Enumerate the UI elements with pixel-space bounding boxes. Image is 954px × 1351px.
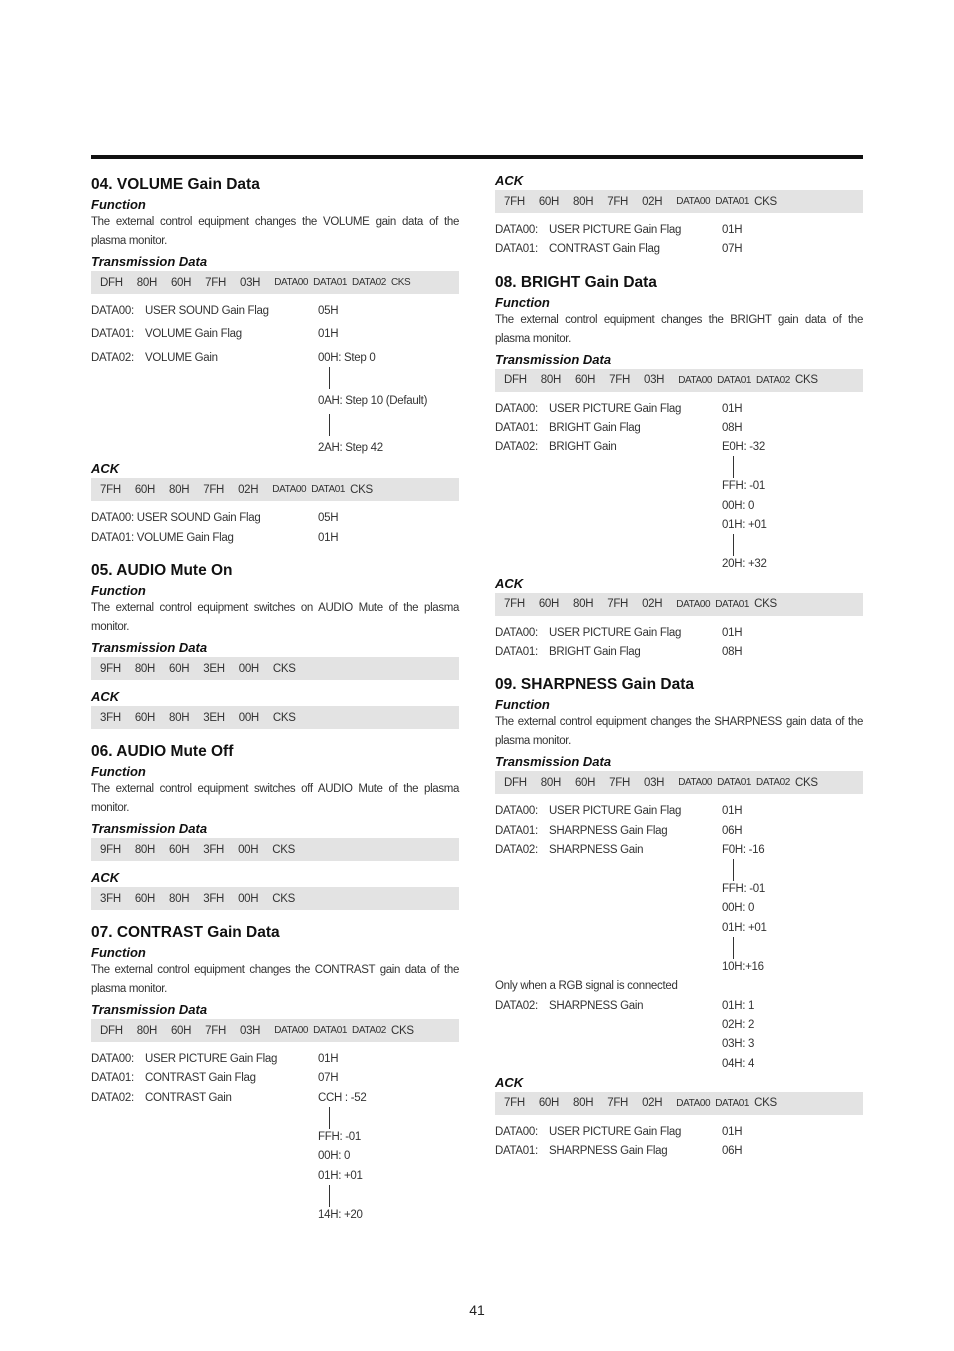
row-key: DATA00: bbox=[91, 305, 134, 317]
section-title: 05. AUDIO Mute On bbox=[91, 562, 233, 580]
byte: CKS bbox=[754, 1097, 777, 1110]
row-value: 06H bbox=[722, 824, 743, 837]
byte: 60H bbox=[574, 776, 596, 789]
byte: DATA01 bbox=[717, 777, 752, 789]
byte: 3FH bbox=[203, 892, 225, 905]
row-name: VOLUME Gain bbox=[145, 351, 218, 364]
data-row bbox=[91, 1069, 459, 1088]
range-value: 14H: +20 bbox=[318, 1208, 363, 1221]
row-name: SHARPNESS Gain Flag bbox=[549, 1145, 668, 1158]
transmission-bar bbox=[495, 771, 863, 794]
data-row bbox=[495, 841, 863, 977]
data-row bbox=[495, 221, 863, 240]
row-name: CONTRAST Gain Flag bbox=[549, 243, 660, 256]
range-line bbox=[733, 937, 734, 959]
row-value: 01H bbox=[722, 626, 743, 639]
data-row bbox=[495, 997, 863, 1074]
byte: 7FH bbox=[504, 1097, 525, 1110]
byte: 80H bbox=[573, 1097, 594, 1110]
row-key: DATA02: bbox=[495, 999, 538, 1012]
data-row bbox=[495, 240, 863, 259]
function-desc: The external control equipment changes the CONTRAST gain data of the plasma monitor. bbox=[91, 964, 459, 996]
row-name: USER PICTURE Gain Flag bbox=[549, 1125, 682, 1138]
row-value: 01H: 1 bbox=[722, 999, 755, 1012]
byte: 60H bbox=[170, 276, 192, 289]
byte: 60H bbox=[538, 195, 560, 208]
right-column bbox=[495, 172, 863, 1175]
row-key: DATA01: bbox=[495, 243, 538, 256]
range-line bbox=[329, 414, 330, 436]
byte: 3EH bbox=[203, 662, 225, 675]
range-line bbox=[329, 1185, 330, 1207]
byte: CKS bbox=[794, 374, 818, 387]
row-key: DATA00: bbox=[495, 626, 538, 639]
section-audio-mute-off bbox=[91, 743, 459, 910]
range-line bbox=[733, 534, 734, 556]
row-name: BRIGHT Gain Flag bbox=[549, 421, 641, 434]
function-label: Function bbox=[495, 294, 550, 310]
range-value: 00H: 0 bbox=[722, 499, 755, 512]
section-title: 04. VOLUME Gain Data bbox=[91, 176, 260, 193]
row-value: E0H: -32 bbox=[722, 441, 765, 454]
byte: 3FH bbox=[203, 843, 225, 856]
byte: CKS bbox=[272, 843, 296, 856]
range-value: 01H: +01 bbox=[722, 519, 767, 532]
byte: DATA00 bbox=[272, 484, 307, 496]
byte: 80H bbox=[573, 195, 594, 208]
data-row bbox=[495, 802, 863, 821]
byte: DATA01 bbox=[313, 277, 348, 288]
transmission-bar bbox=[91, 271, 459, 294]
data-row bbox=[91, 1089, 459, 1225]
row-value: 01H bbox=[722, 402, 743, 415]
byte: CKS bbox=[390, 1024, 414, 1037]
byte: CKS bbox=[794, 776, 818, 789]
byte: 80H bbox=[169, 711, 190, 724]
range-value: FFH: -01 bbox=[318, 1130, 361, 1143]
section-bright-gain bbox=[495, 274, 863, 663]
byte: 60H bbox=[169, 843, 190, 856]
row-value: 00H: Step 0 bbox=[318, 351, 376, 364]
function-desc: The external control equipment switches off AUDIO Mute of the plasma monitor. bbox=[91, 783, 459, 815]
byte: 60H bbox=[170, 1024, 192, 1037]
byte: 00H bbox=[238, 662, 259, 675]
range-line bbox=[329, 367, 330, 389]
function-desc: The external control equipment switches on AUDIO Mute of the plasma monitor. bbox=[91, 602, 459, 634]
row-name: CONTRAST Gain bbox=[145, 1091, 232, 1104]
byte: 7FH bbox=[504, 195, 525, 208]
row-value: 01H bbox=[722, 224, 743, 236]
byte: 80H bbox=[573, 598, 594, 611]
range-value: 00H: 0 bbox=[318, 1150, 351, 1163]
byte: CKS bbox=[754, 598, 777, 611]
row-key: DATA01: bbox=[495, 421, 538, 434]
range-value: 01H: +01 bbox=[722, 921, 767, 934]
byte: 7FH bbox=[504, 598, 525, 611]
left-column bbox=[91, 172, 459, 1239]
byte: 7FH bbox=[607, 1097, 629, 1110]
byte: DFH bbox=[100, 1024, 123, 1037]
byte: 03H bbox=[643, 374, 665, 387]
transmission-label: Transmission Data bbox=[91, 1002, 208, 1018]
byte: 02H bbox=[642, 1097, 663, 1110]
header-rule bbox=[91, 155, 863, 159]
byte: CKS bbox=[272, 711, 296, 724]
data-row bbox=[91, 325, 459, 344]
row-value: 07H bbox=[722, 243, 743, 256]
byte: 60H bbox=[134, 892, 156, 905]
row-value: 01H bbox=[318, 1053, 339, 1066]
row-value: 08H bbox=[722, 421, 743, 434]
ack-bar bbox=[495, 1092, 863, 1115]
function-label: Function bbox=[91, 583, 146, 599]
row-name: USER PICTURE Gain Flag bbox=[549, 402, 682, 415]
data-row bbox=[495, 1123, 863, 1142]
row-value: 01H bbox=[722, 1125, 743, 1138]
row-key: DATA01: bbox=[495, 1145, 538, 1158]
transmission-label: Transmission Data bbox=[91, 640, 208, 656]
row-key: DATA02: bbox=[495, 843, 538, 856]
row-key: DATA00: bbox=[495, 402, 538, 415]
ack-bar bbox=[495, 593, 863, 616]
rgb-note: Only when a RGB signal is connected bbox=[495, 980, 678, 993]
byte: 7FH bbox=[205, 1024, 226, 1037]
byte: 80H bbox=[540, 776, 561, 789]
ack-label: ACK bbox=[495, 1074, 524, 1090]
byte: 60H bbox=[538, 1097, 560, 1110]
row-key: DATA01: bbox=[91, 1072, 134, 1085]
row-value: 05H bbox=[318, 305, 339, 317]
ack-label: ACK bbox=[495, 173, 524, 188]
ack-label: ACK bbox=[91, 461, 120, 477]
row-name: USER SOUND Gain Flag bbox=[145, 305, 269, 317]
section-title: 09. SHARPNESS Gain Data bbox=[495, 676, 694, 694]
byte: 03H bbox=[643, 776, 665, 789]
section-title: 08. BRIGHT Gain Data bbox=[495, 273, 657, 291]
byte: 7FH bbox=[607, 195, 629, 208]
byte: 03H bbox=[239, 1024, 261, 1037]
byte: DFH bbox=[504, 776, 527, 789]
data-row bbox=[495, 624, 863, 643]
row-value: 08H bbox=[722, 645, 743, 658]
data-row bbox=[91, 302, 459, 321]
function-label: Function bbox=[91, 945, 146, 961]
data-row bbox=[495, 822, 863, 841]
section-sharpness-gain bbox=[495, 676, 863, 1161]
byte: DATA01 bbox=[715, 196, 750, 207]
byte: 80H bbox=[136, 1024, 157, 1037]
data-row bbox=[495, 419, 863, 438]
byte: DATA00 bbox=[274, 1025, 309, 1037]
byte: 80H bbox=[169, 892, 190, 905]
byte: 3EH bbox=[203, 711, 225, 724]
ack-label: ACK bbox=[495, 575, 524, 591]
byte: 03H bbox=[239, 276, 261, 289]
range-line bbox=[733, 456, 734, 478]
byte: 7FH bbox=[100, 483, 121, 496]
data-row bbox=[495, 1142, 863, 1161]
data-row bbox=[91, 509, 459, 528]
byte: CKS bbox=[390, 277, 411, 288]
transmission-label: Transmission Data bbox=[91, 254, 208, 269]
row-key: DATA02: bbox=[91, 1091, 134, 1104]
byte: DFH bbox=[100, 276, 123, 289]
row-value: F0H: -16 bbox=[722, 843, 765, 856]
byte: 7FH bbox=[203, 483, 225, 496]
byte: 7FH bbox=[609, 374, 630, 387]
byte: DFH bbox=[504, 374, 527, 387]
range-value: FFH: -01 bbox=[722, 883, 765, 896]
function-label: Function bbox=[91, 197, 146, 212]
section-contrast-gain-ack bbox=[495, 172, 863, 260]
row-key: DATA01: VOLUME Gain Flag bbox=[91, 531, 234, 544]
byte: CKS bbox=[754, 195, 777, 208]
byte: DATA00 bbox=[274, 277, 309, 288]
byte: 80H bbox=[134, 843, 156, 856]
row-value: 04H: 4 bbox=[722, 1057, 755, 1070]
byte: DATA01 bbox=[313, 1025, 348, 1037]
range-value: 0AH: Step 10 (Default) bbox=[318, 394, 428, 407]
row-name: USER PICTURE Gain Flag bbox=[549, 805, 682, 818]
byte: 00H bbox=[238, 892, 259, 905]
byte: 7FH bbox=[609, 776, 630, 789]
byte: DATA00 bbox=[676, 1097, 711, 1109]
function-label: Function bbox=[91, 764, 146, 780]
byte: 3FH bbox=[100, 892, 121, 905]
row-name: VOLUME Gain Flag bbox=[145, 328, 242, 341]
transmission-bar bbox=[91, 1019, 459, 1042]
row-value: CCH : -52 bbox=[318, 1091, 367, 1104]
byte: DATA01 bbox=[715, 1097, 750, 1109]
byte: 3FH bbox=[100, 711, 121, 724]
byte: 02H bbox=[238, 483, 259, 496]
transmission-label: Transmission Data bbox=[495, 754, 612, 770]
data-row bbox=[495, 643, 863, 662]
byte: DATA00 bbox=[676, 196, 711, 207]
byte: DATA02 bbox=[756, 777, 790, 789]
byte: 9FH bbox=[100, 662, 121, 675]
range-value: 2AH: Step 42 bbox=[318, 442, 383, 455]
row-name: SHARPNESS Gain bbox=[549, 843, 644, 856]
row-name: SHARPNESS Gain Flag bbox=[549, 824, 668, 837]
ack-bar bbox=[91, 887, 459, 910]
byte: 80H bbox=[136, 276, 157, 289]
row-name: SHARPNESS Gain bbox=[549, 999, 644, 1012]
row-key: DATA00: bbox=[495, 805, 538, 818]
byte: 60H bbox=[574, 374, 596, 387]
byte: DATA02 bbox=[352, 277, 386, 288]
byte: 80H bbox=[134, 662, 156, 675]
section-audio-mute-on bbox=[91, 562, 459, 729]
transmission-label: Transmission Data bbox=[91, 821, 208, 837]
transmission-label: Transmission Data bbox=[495, 351, 612, 367]
row-value: 05H bbox=[318, 512, 339, 525]
section-volume-gain bbox=[91, 176, 459, 548]
transmission-bar bbox=[91, 657, 459, 680]
row-name: USER PICTURE Gain Flag bbox=[549, 224, 682, 236]
byte: CKS bbox=[350, 483, 373, 496]
row-value: 01H bbox=[318, 328, 339, 341]
row-key: DATA02: bbox=[495, 441, 538, 454]
ack-label: ACK bbox=[91, 689, 120, 705]
row-name: BRIGHT Gain bbox=[549, 441, 617, 454]
range-value: 10H:+16 bbox=[722, 961, 764, 974]
data-row bbox=[495, 400, 863, 419]
transmission-bar bbox=[91, 838, 459, 861]
range-value: 01H: +01 bbox=[318, 1169, 363, 1182]
range-value: 20H: +32 bbox=[722, 558, 767, 571]
byte: DATA01 bbox=[715, 598, 750, 610]
byte: 60H bbox=[134, 483, 156, 496]
byte: 7FH bbox=[607, 598, 629, 611]
byte: DATA00 bbox=[678, 777, 713, 789]
byte: 02H bbox=[642, 598, 663, 611]
row-name: BRIGHT Gain Flag bbox=[549, 645, 641, 658]
byte: 80H bbox=[169, 483, 190, 496]
byte: 7FH bbox=[205, 276, 226, 289]
byte: 00H bbox=[238, 711, 259, 724]
data-row bbox=[91, 529, 459, 548]
ack-bar bbox=[495, 190, 863, 213]
byte: CKS bbox=[272, 662, 296, 675]
byte: 02H bbox=[642, 195, 663, 208]
byte: DATA02 bbox=[756, 374, 790, 386]
byte: DATA00 bbox=[676, 598, 711, 610]
row-value: 03H: 3 bbox=[722, 1038, 755, 1051]
ack-bar bbox=[91, 706, 459, 729]
function-desc: The external control equipment changes the SHARPNESS gain data of the plasma monitor. bbox=[495, 716, 863, 748]
row-name: USER PICTURE Gain Flag bbox=[145, 1053, 278, 1066]
function-desc: The external control equipment changes the VOLUME gain data of the plasma monitor. bbox=[91, 216, 459, 247]
row-key: DATA01: bbox=[91, 328, 134, 341]
range-line bbox=[329, 1107, 330, 1129]
ack-label: ACK bbox=[91, 870, 120, 886]
ack-bar bbox=[91, 478, 459, 501]
row-name: CONTRAST Gain Flag bbox=[145, 1072, 256, 1085]
range-value: 00H: 0 bbox=[722, 902, 755, 915]
row-key: DATA00: USER SOUND Gain Flag bbox=[91, 512, 261, 525]
byte: DATA00 bbox=[678, 374, 713, 386]
byte: DATA01 bbox=[311, 484, 346, 496]
data-row bbox=[91, 1050, 459, 1069]
row-key: DATA00: bbox=[495, 224, 538, 236]
data-row bbox=[91, 349, 459, 459]
row-value: 06H bbox=[722, 1145, 743, 1158]
section-title: 07. CONTRAST Gain Data bbox=[91, 924, 280, 942]
row-value: 02H: 2 bbox=[722, 1018, 755, 1031]
section-title: 06. AUDIO Mute Off bbox=[91, 743, 234, 761]
function-desc: The external control equipment changes the BRIGHT gain data of the plasma monitor. bbox=[495, 313, 863, 345]
section-contrast-gain bbox=[91, 924, 459, 1225]
row-value: 01H bbox=[722, 805, 743, 818]
byte: 80H bbox=[540, 374, 561, 387]
data-row bbox=[495, 438, 863, 574]
row-value: 07H bbox=[318, 1072, 339, 1085]
byte: 60H bbox=[134, 711, 156, 724]
row-value: 01H bbox=[318, 531, 339, 544]
page-number: 41 bbox=[469, 1302, 485, 1318]
row-key: DATA00: bbox=[91, 1053, 134, 1066]
row-key: DATA01: bbox=[495, 824, 538, 837]
range-line bbox=[733, 859, 734, 881]
range-value: FFH: -01 bbox=[722, 480, 765, 493]
row-name: USER PICTURE Gain Flag bbox=[549, 626, 682, 639]
byte: 60H bbox=[538, 598, 560, 611]
byte: DATA02 bbox=[352, 1025, 386, 1037]
byte: 60H bbox=[169, 662, 190, 675]
byte: DATA01 bbox=[717, 374, 752, 386]
byte: CKS bbox=[272, 892, 296, 905]
function-label: Function bbox=[495, 697, 550, 713]
row-key: DATA01: bbox=[495, 645, 538, 658]
row-key: DATA00: bbox=[495, 1125, 538, 1138]
byte: 9FH bbox=[100, 843, 121, 856]
byte: 00H bbox=[238, 843, 259, 856]
transmission-bar bbox=[495, 369, 863, 392]
row-key: DATA02: bbox=[91, 351, 134, 364]
